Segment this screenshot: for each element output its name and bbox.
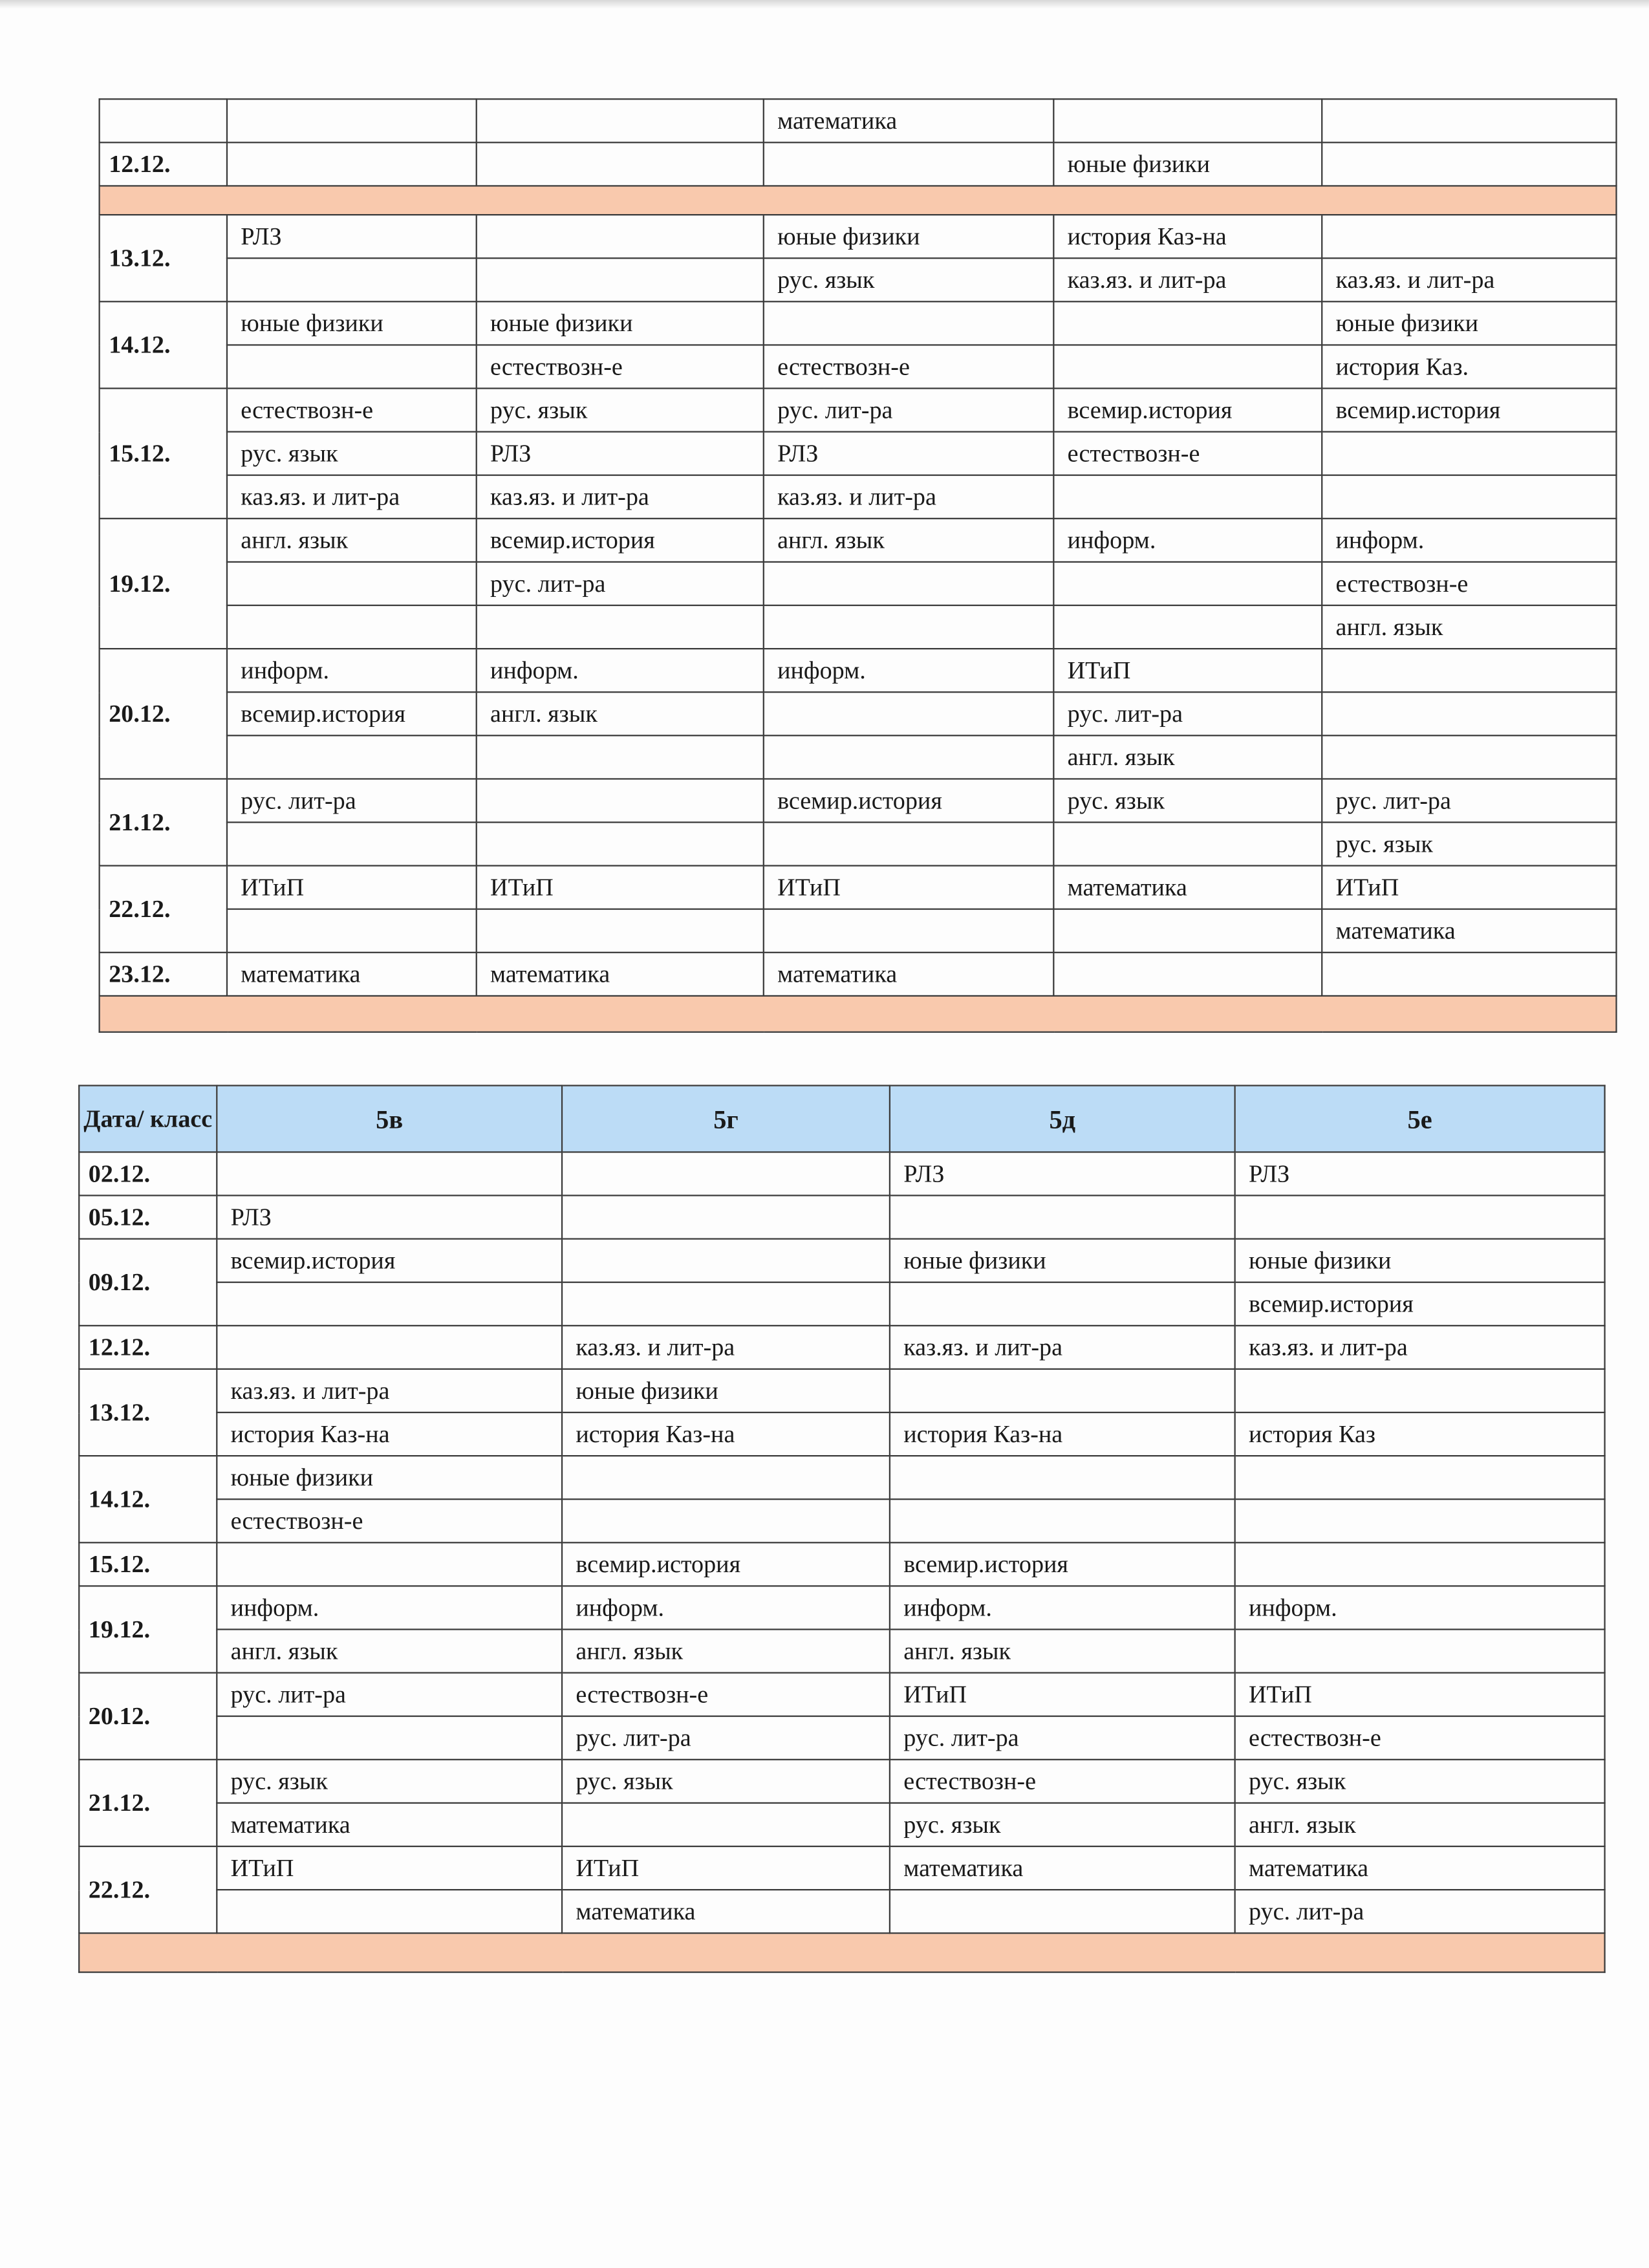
lesson-cell: англ. язык [217,1630,562,1673]
lesson-cell: англ. язык [764,519,1054,562]
lesson-cell: естествозн-е [1322,562,1616,605]
lesson-cell [477,779,764,822]
lesson-cell: математика [1322,909,1616,953]
table-row [79,1456,1604,1499]
lesson-cell: англ. язык [1053,735,1322,779]
lesson-cell: всемир.история [764,779,1054,822]
date-cell: 13.12. [79,1369,217,1456]
lesson-cell [1322,142,1616,186]
lesson-cell [227,345,477,388]
date-cell: 14.12. [100,301,227,388]
lesson-cell [477,823,764,866]
lesson-cell: ИТиП [890,1673,1235,1716]
lesson-cell [890,1282,1235,1326]
date-cell: 21.12. [79,1760,217,1846]
table-row [100,142,1617,186]
table-row [100,823,1617,866]
lesson-cell: история Каз. [1322,345,1616,388]
lesson-cell [227,909,477,953]
table-row [79,1369,1604,1412]
lesson-cell [1235,1456,1605,1499]
lesson-cell: ИТиП [217,1846,562,1890]
lesson-cell: информ. [764,649,1054,692]
lesson-cell: всемир.история [477,519,764,562]
lesson-cell: математика [764,99,1054,142]
header-class-5g: 5г [562,1086,890,1152]
date-cell: 15.12. [79,1542,217,1586]
lesson-cell [1053,562,1322,605]
lesson-cell: каз.яз. и лит-ра [1053,258,1322,301]
lesson-cell: естествозн-е [890,1760,1235,1803]
lesson-cell: англ. язык [227,519,477,562]
lesson-cell: англ. язык [890,1630,1235,1673]
lesson-cell [217,1326,562,1369]
separator-row [79,1933,1604,1972]
lesson-cell [1322,649,1616,692]
lesson-cell: естествозн-е [477,345,764,388]
lesson-cell: рус. язык [217,1760,562,1803]
lesson-cell: всемир.история [1053,389,1322,432]
lesson-cell: англ. язык [1322,605,1616,649]
lesson-cell: информ. [890,1586,1235,1629]
lesson-cell: естествозн-е [1235,1716,1605,1760]
lesson-cell [1322,735,1616,779]
lesson-cell: информ. [477,649,764,692]
date-cell: 12.12. [100,142,227,186]
lesson-cell [764,562,1054,605]
lesson-cell [1053,823,1322,866]
lesson-cell: рус. лит-ра [764,389,1054,432]
lesson-cell: юные физики [227,301,477,345]
lesson-cell [227,258,477,301]
table-row [100,215,1617,258]
date-cell: 09.12. [79,1239,217,1326]
lesson-cell: математика [1053,866,1322,909]
table-row [100,866,1617,909]
lesson-cell: ИТиП [477,866,764,909]
lesson-cell: рус. язык [890,1803,1235,1846]
lesson-cell: математика [1235,1846,1605,1890]
header-class-5e: 5е [1235,1086,1605,1152]
lesson-cell: юные физики [562,1369,890,1412]
table-row [100,432,1617,475]
lesson-cell [764,301,1054,345]
lesson-cell [1322,953,1616,996]
lesson-cell: юные физики [1053,142,1322,186]
separator-cell [79,1933,1604,1972]
lesson-cell: РЛЗ [890,1152,1235,1195]
lesson-cell [890,1890,1235,1933]
table-row [100,562,1617,605]
lesson-cell: история Каз [1235,1412,1605,1456]
date-cell: 05.12. [79,1196,217,1239]
lesson-cell [227,823,477,866]
lesson-cell: юные физики [764,215,1054,258]
lesson-cell [1053,475,1322,519]
lesson-cell [227,562,477,605]
table-row [100,953,1617,996]
lesson-cell: математика [890,1846,1235,1890]
lesson-cell [764,142,1054,186]
scan-edge [0,0,1649,8]
lesson-cell: информ. [562,1586,890,1629]
lesson-cell: рус. язык [1053,779,1322,822]
header-date-class: Дата/ класс [79,1086,217,1152]
lesson-cell: РЛЗ [227,215,477,258]
table-row [100,519,1617,562]
table-row [79,1760,1604,1803]
lesson-cell: математика [217,1803,562,1846]
lesson-cell [764,692,1054,735]
lesson-cell [217,1152,562,1195]
table-row [100,692,1617,735]
lesson-cell: юные физики [890,1239,1235,1282]
date-cell: 22.12. [79,1846,217,1933]
lesson-cell: юные физики [217,1456,562,1499]
table-row [79,1586,1604,1629]
date-cell: 20.12. [79,1673,217,1760]
table-row [79,1846,1604,1890]
table-row [100,389,1617,432]
lesson-cell [562,1456,890,1499]
lesson-cell: информ. [1322,519,1616,562]
table-row [100,779,1617,822]
lesson-cell [1053,99,1322,142]
lesson-cell: математика [477,953,764,996]
lesson-cell [1322,432,1616,475]
lesson-cell: всемир.история [562,1542,890,1586]
lesson-cell [764,823,1054,866]
lesson-cell: рус. язык [764,258,1054,301]
lesson-cell: каз.яз. и лит-ра [764,475,1054,519]
lesson-cell: всемир.история [227,692,477,735]
table-row [100,258,1617,301]
lesson-cell [1053,301,1322,345]
lesson-cell: юные физики [1322,301,1616,345]
lesson-cell [1322,692,1616,735]
separator-cell [100,996,1617,1032]
lesson-cell: всемир.история [217,1239,562,1282]
lesson-cell: каз.яз. и лит-ра [227,475,477,519]
lesson-cell: информ. [1053,519,1322,562]
lesson-cell: естествозн-е [217,1499,562,1542]
lesson-cell: рус. язык [562,1760,890,1803]
lesson-cell: рус. язык [1322,823,1616,866]
table-row [100,735,1617,779]
table-row [100,475,1617,519]
lesson-cell [562,1499,890,1542]
lesson-cell: информ. [227,649,477,692]
lesson-cell: рус. лит-ра [477,562,764,605]
date-cell: 22.12. [100,866,227,953]
table-row [79,1890,1604,1933]
lesson-cell: рус. язык [1235,1760,1605,1803]
lesson-cell [477,215,764,258]
lesson-cell: история Каз-на [890,1412,1235,1456]
date-cell: 02.12. [79,1152,217,1195]
lesson-cell [1235,1499,1605,1542]
table-row [100,301,1617,345]
lesson-cell [477,909,764,953]
lesson-cell [227,735,477,779]
schedule-table-top [99,98,1617,1033]
table-row [100,345,1617,388]
lesson-cell [890,1499,1235,1542]
date-cell: 21.12. [100,779,227,865]
table-row [79,1673,1604,1716]
separator-cell [100,186,1617,215]
lesson-cell [477,258,764,301]
separator-row [100,996,1617,1032]
lesson-cell: история Каз-на [217,1412,562,1456]
table-row [79,1716,1604,1760]
lesson-cell: рус. лит-ра [1235,1890,1605,1933]
lesson-cell [1053,953,1322,996]
table-row [79,1630,1604,1673]
table-row [79,1239,1604,1282]
lesson-cell [217,1282,562,1326]
lesson-cell: ИТиП [562,1846,890,1890]
lesson-cell: рус. лит-ра [1322,779,1616,822]
table-row [79,1803,1604,1846]
date-cell: 12.12. [79,1326,217,1369]
lesson-cell [1235,1196,1605,1239]
lesson-cell: ИТиП [1053,649,1322,692]
lesson-cell: рус. лит-ра [217,1673,562,1716]
lesson-cell: РЛЗ [477,432,764,475]
lesson-cell: история Каз-на [562,1412,890,1456]
lesson-cell [1322,475,1616,519]
date-cell: 14.12. [79,1456,217,1542]
table-row [79,1196,1604,1239]
separator-row [100,186,1617,215]
lesson-cell [1235,1542,1605,1586]
lesson-cell: ИТиП [764,866,1054,909]
lesson-cell: англ. язык [477,692,764,735]
lesson-cell [227,605,477,649]
lesson-cell: естествозн-е [764,345,1054,388]
lesson-cell [1053,605,1322,649]
lesson-cell: всемир.история [890,1542,1235,1586]
lesson-cell [1053,909,1322,953]
header-row [79,1086,1604,1152]
lesson-cell: ИТиП [1322,866,1616,909]
lesson-cell [477,735,764,779]
lesson-cell [764,605,1054,649]
lesson-cell: рус. лит-ра [890,1716,1235,1760]
lesson-cell: каз.яз. и лит-ра [217,1369,562,1412]
lesson-cell: рус. лит-ра [1053,692,1322,735]
lesson-cell: всемир.история [1322,389,1616,432]
lesson-cell [562,1282,890,1326]
lesson-cell: РЛЗ [217,1196,562,1239]
table-row [79,1326,1604,1369]
lesson-cell: РЛЗ [764,432,1054,475]
lesson-cell [1053,345,1322,388]
lesson-cell [227,142,477,186]
table-row [100,605,1617,649]
lesson-cell: рус. лит-ра [227,779,477,822]
lesson-cell [217,1890,562,1933]
lesson-cell: естествозн-е [562,1673,890,1716]
lesson-cell [477,142,764,186]
lesson-cell [1235,1369,1605,1412]
lesson-cell: математика [227,953,477,996]
lesson-cell: естествозн-е [227,389,477,432]
date-cell: 23.12. [100,953,227,996]
date-cell: 20.12. [100,649,227,779]
date-cell: 19.12. [100,519,227,649]
lesson-cell [764,735,1054,779]
lesson-cell: математика [764,953,1054,996]
lesson-cell [562,1803,890,1846]
lesson-cell: рус. язык [477,389,764,432]
lesson-cell: каз.яз. и лит-ра [1322,258,1616,301]
lesson-cell: ИТиП [227,866,477,909]
table-row [79,1412,1604,1456]
lesson-cell [562,1239,890,1282]
table-row [100,99,1617,142]
lesson-cell [562,1152,890,1195]
lesson-cell: юные физики [1235,1239,1605,1282]
lesson-cell [217,1542,562,1586]
lesson-cell: каз.яз. и лит-ра [562,1326,890,1369]
schedule-table-bottom [78,1085,1606,1972]
date-cell: 19.12. [79,1586,217,1672]
lesson-cell: англ. язык [562,1630,890,1673]
lesson-cell: естествозн-е [1053,432,1322,475]
lesson-cell: история Каз-на [1053,215,1322,258]
lesson-cell: каз.яз. и лит-ра [890,1326,1235,1369]
lesson-cell [764,909,1054,953]
lesson-cell [562,1196,890,1239]
date-cell: 15.12. [100,389,227,519]
lesson-cell: РЛЗ [1235,1152,1605,1195]
table-row [79,1499,1604,1542]
table-row [79,1542,1604,1586]
header-class-5d: 5д [890,1086,1235,1152]
lesson-cell: каз.яз. и лит-ра [1235,1326,1605,1369]
lesson-cell: ИТиП [1235,1673,1605,1716]
lesson-cell: англ. язык [1235,1803,1605,1846]
table-row [79,1152,1604,1195]
lesson-cell [1235,1630,1605,1673]
lesson-cell: каз.яз. и лит-ра [477,475,764,519]
lesson-cell [890,1369,1235,1412]
lesson-cell [1322,215,1616,258]
header-class-5v: 5в [217,1086,562,1152]
lesson-cell: информ. [217,1586,562,1629]
lesson-cell [890,1456,1235,1499]
table-row [79,1282,1604,1326]
lesson-cell: юные физики [477,301,764,345]
lesson-cell: рус. лит-ра [562,1716,890,1760]
lesson-cell [217,1716,562,1760]
table-row [100,909,1617,953]
lesson-cell [227,99,477,142]
lesson-cell [890,1196,1235,1239]
lesson-cell [477,605,764,649]
lesson-cell [1322,99,1616,142]
lesson-cell: информ. [1235,1586,1605,1629]
lesson-cell: математика [562,1890,890,1933]
lesson-cell: рус. язык [227,432,477,475]
date-cell [100,99,227,142]
lesson-cell: всемир.история [1235,1282,1605,1326]
table-row [100,649,1617,692]
lesson-cell [477,99,764,142]
date-cell: 13.12. [100,215,227,301]
